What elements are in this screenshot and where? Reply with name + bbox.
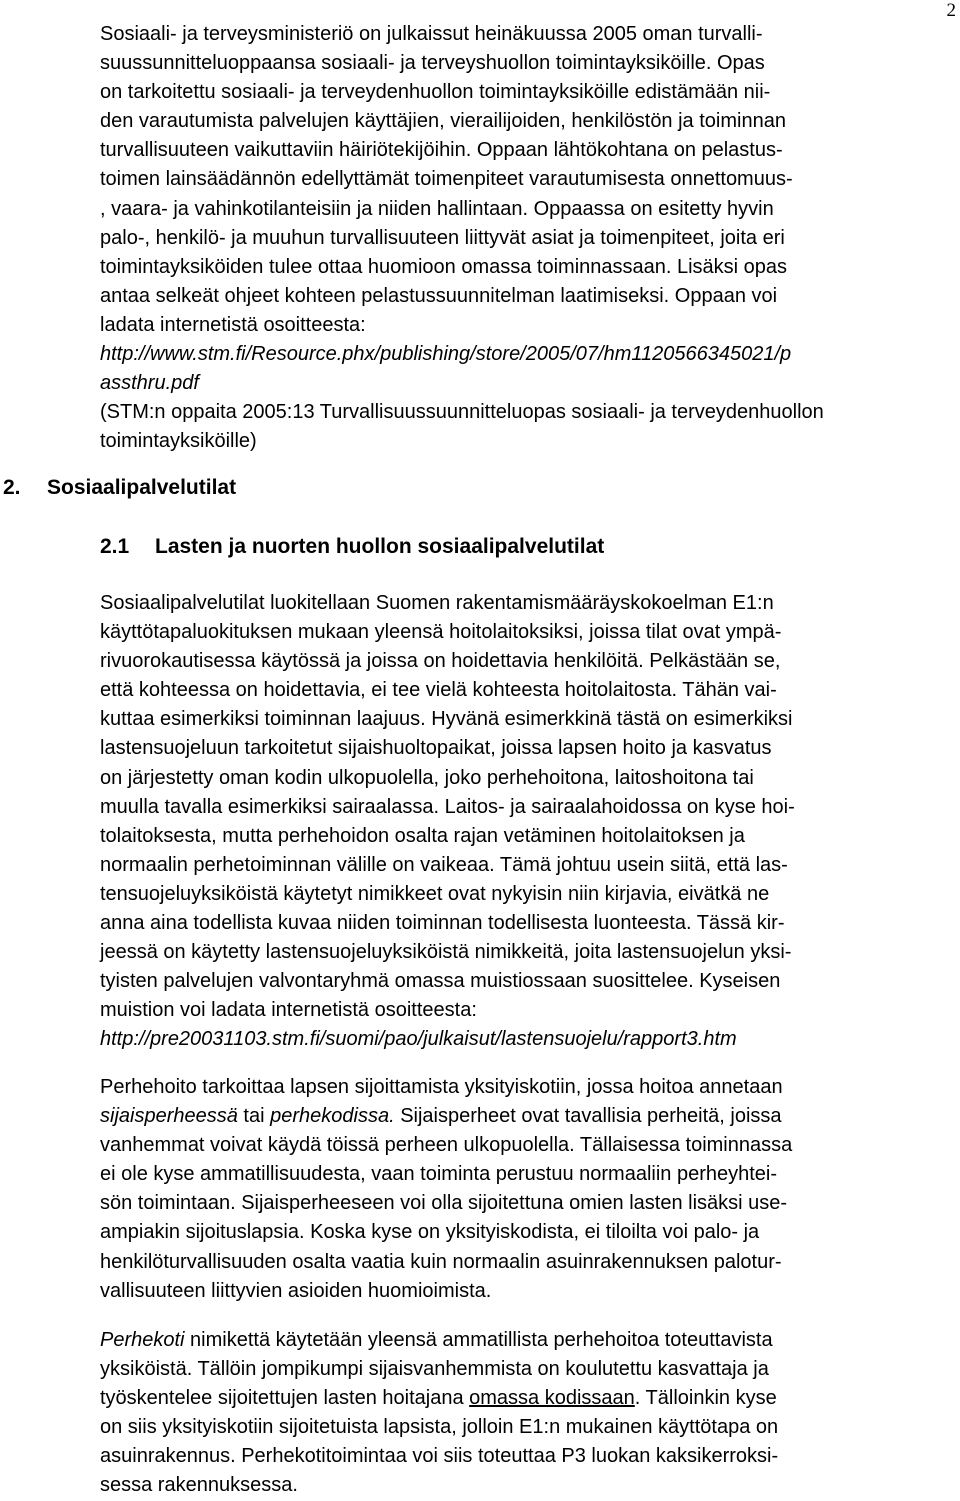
text-line: on siis yksityiskotiin sijoitetuista lapsista, jolloin E1:n mukainen käyttötapa on <box>100 1416 779 1439</box>
text-line: tensuojeluyksiköistä käytetyt nimikkeet ovat nykyisin niin kirjavia, eivätkä ne <box>100 882 770 905</box>
text-line: den varautumista palvelujen käyttäjien, vierailijoiden, henkilöstön ja toiminnan <box>100 110 786 133</box>
section-2-number: 2. <box>3 476 21 499</box>
text-line: lastensuojeluun tarkoitetut sijaishuoltopaikat, joissa lapsen hoito ja kasvatus <box>100 737 772 760</box>
line-start: työskentelee sijoitettujen lasten hoitajana <box>100 1387 470 1410</box>
page-number: 2 <box>946 0 956 21</box>
section-2-1-number: 2.1 <box>100 535 130 558</box>
text-line-with-underline <box>100 1384 960 1413</box>
text-line: anna aina todellista kuvaa niiden toiminnan todellisesta luonteesta. Tässä kir- <box>100 912 785 935</box>
text-line: kuttaa esimerkiksi toiminnan laajuus. Hyvänä esimerkkinä tästä on esimerkiksi <box>100 708 793 731</box>
text-line: turvallisuuteen vaikuttaviin häiriötekijöihin. Oppaan lähtökohtana on pelastus- <box>100 139 783 162</box>
text-line: Perhehoito tarkoittaa lapsen sijoittamista yksityiskotiin, jossa hoitoa annetaan <box>100 1076 783 1098</box>
term-perhekoti: perhekodissa. <box>270 1105 395 1128</box>
text-line: , vaara- ja vahinkotilanteisiin ja niiden hallintaan. Oppaassa on esitetty hyvin <box>100 197 774 220</box>
text-line: normaalin perhetoiminnan välille on vaikeaa. Tämä johtuu usein siitä, että las- <box>100 853 788 876</box>
text-line: asuinrakennus. Perhekotitoimintaa voi siis toteuttaa P3 luokan kaksikerroksi- <box>100 1445 779 1468</box>
line-rest: nimikettä käytetään yleensä ammatillista perhehoitoa toteuttavista <box>184 1329 773 1351</box>
line-rest: Sijaisperheet ovat tavallisia perheitä, joissa <box>394 1105 782 1128</box>
text-line-with-term <box>100 1326 960 1355</box>
text-line: vallisuuteen liittyvien asioiden huomioimista. <box>100 1279 492 1302</box>
connector-text: tai <box>237 1105 271 1128</box>
text-line: muistion voi ladata internetistä osoitteesta: <box>100 999 477 1022</box>
text-line: käyttötapaluokituksen mukaan yleensä hoitolaitoksiksi, joissa tilat ovat ympä- <box>100 621 782 644</box>
paragraph-3 <box>100 1326 960 1501</box>
text-line: antaa selkeät ohjeet kohteen pelastussuunnitelman laatimiseksi. Oppaan voi <box>100 284 778 307</box>
text-line-with-terms <box>100 1102 960 1131</box>
term-perhekoti-name: Perhekoti <box>100 1329 185 1351</box>
text-line: ei ole kyse ammatillisuudesta, vaan toiminta perustuu normaaliin perheyhtei- <box>100 1163 778 1186</box>
text-line: toimintayksiköiden tulee ottaa huomioon omassa toiminnassaan. Lisäksi opas <box>100 255 788 278</box>
section-2-title: Sosiaalipalvelutilat <box>47 476 237 499</box>
text-line: sessa rakennuksessa. <box>100 1474 298 1497</box>
underlined-phrase: omassa kodissaan <box>469 1387 635 1410</box>
guide-url-line-1: http://www.stm.fi/Resource.phx/publishing/store/2005/07/hm1120566345021/p <box>100 343 792 366</box>
guide-url-line-2: assthru.pdf <box>100 372 199 395</box>
memo-url: http://pre20031103.stm.fi/suomi/pao/julkaisut/lastensuojelu/rapport3.htm <box>100 1028 737 1051</box>
text-line: Sosiaalipalvelutilat luokitellaan Suomen rakentamismääräyskokoelman E1:n <box>100 592 774 614</box>
paragraph-2 <box>100 1073 960 1306</box>
text-line: että kohteessa on hoidettavia, ei tee vielä kohteesta hoitolaitosta. Tähän vai- <box>100 679 777 702</box>
text-line: on tarkoitettu sosiaali- ja terveydenhuollon toimintayksiköille edistämään nii- <box>100 81 771 104</box>
text-line: jeessä on käytetty lastensuojeluyksiköistä nimikkeitä, joita lastensuojelun yksi- <box>100 941 792 964</box>
text-line: on järjestetty oman kodin ulkopuolella, joko perhehoitona, laitoshoitona tai <box>100 766 754 789</box>
text-line: yksiköistä. Tällöin jompikumpi sijaisvanhemmista on koulutettu kasvattaja ja <box>100 1358 769 1381</box>
text-line: ladata internetistä osoitteesta: <box>100 313 366 336</box>
text-line: vanhemmat voivat käydä töissä perheen ulkopuolella. Tällaisessa toiminnassa <box>100 1134 793 1157</box>
text-line: toimen lainsäädännön edellyttämät toimenpiteet varautumisesta onnettomuus- <box>100 168 793 191</box>
text-line: rivuorokautisessa käytössä ja joissa on hoidettavia henkilöitä. Pelkästään se, <box>100 650 781 673</box>
line-end: . Tälloinkin kyse <box>634 1387 777 1410</box>
section-2-1-title: Lasten ja nuorten huollon sosiaalipalvelutilat <box>155 535 605 558</box>
text-line: sön toimintaan. Sijaisperheeseen voi olla sijoitettuna omien lasten lisäksi use- <box>100 1192 788 1215</box>
intro-paragraph <box>100 20 960 456</box>
text-line: Sosiaali- ja terveysministeriö on julkaissut heinäkuussa 2005 oman turvalli- <box>100 23 763 45</box>
term-sijaisperhe: sijaisperheessä <box>100 1105 238 1128</box>
text-line: palo-, henkilö- ja muuhun turvallisuuteen liittyvät asiat ja toimenpiteet, joita eri <box>100 226 785 249</box>
reference-line: toimintayksiköille) <box>100 430 257 453</box>
text-line: tolaitoksesta, mutta perhehoidon osalta rajan vetäminen hoitolaitoksen ja <box>100 824 745 847</box>
text-line: tyisten palvelujen valvontaryhmä omassa muistiossaan suosittelee. Kyseisen <box>100 970 781 993</box>
text-line: henkilöturvallisuuden osalta vaatia kuin normaalin asuinrakennuksen palotur- <box>100 1250 782 1273</box>
text-line: muulla tavalla esimerkiksi sairaalassa. Laitos- ja sairaalahoidossa on kyse hoi- <box>100 795 795 818</box>
paragraph-1 <box>100 589 960 1055</box>
reference-line: (STM:n oppaita 2005:13 Turvallisuussuunnitteluopas sosiaali- ja terveydenhuollon <box>100 401 824 424</box>
text-line: ampiakin sijoituslapsia. Koska kyse on yksityiskodista, ei tiloilta voi palo- ja <box>100 1221 760 1244</box>
text-line: suussunnitteluoppaansa sosiaali- ja terveyshuollon toimintayksiköille. Opas <box>100 52 765 75</box>
